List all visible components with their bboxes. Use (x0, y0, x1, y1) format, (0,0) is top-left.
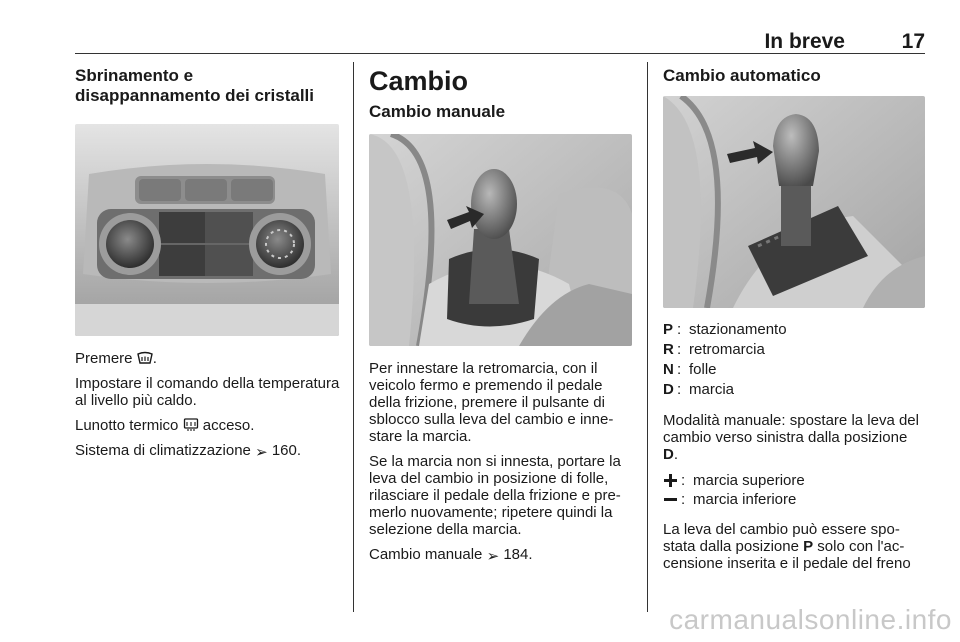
gear-positions-list (663, 320, 925, 400)
watermark: carmanualsonline.info (669, 604, 952, 635)
header-rule (75, 53, 925, 54)
manual-gearbox-figure (369, 134, 632, 346)
gearbox-title: Cambio (369, 66, 469, 96)
list-item: : marcia superiore (663, 471, 925, 490)
reverse-gear-instruction: Per innestare la retromarcia, con il veicolo fermo e premendo il pedale della frizione, premere il pulsante di sblocco sulla leva del cambio e innestare la marcia. (369, 360, 614, 445)
column-defrost (75, 66, 340, 469)
column-automatic-gearbox (663, 66, 925, 580)
manual-mode-text: Modalità manuale: spostare la leva del cambio verso sinistra dalla posizione D. (663, 412, 919, 463)
page-reference-arrow-icon: ➢ (486, 548, 500, 565)
reference-link[interactable]: 184. (503, 546, 533, 563)
reference-link[interactable]: 160. (271, 442, 302, 459)
page-number: 17 (901, 30, 925, 53)
manual-gearbox-reference: Cambio manuale ➢ 184. (369, 546, 533, 565)
minus-icon (663, 492, 679, 507)
page-reference-arrow-icon: ➢ (255, 444, 268, 461)
rear-window-text: Lunotto termico acceso. (75, 417, 255, 434)
manual-gearbox-subtitle: Cambio manuale (369, 102, 506, 121)
list-item: : marcia inferiore (663, 490, 925, 509)
climate-control-figure (75, 124, 339, 336)
section-title: In breve (764, 30, 845, 53)
list-item: N : folle (663, 361, 717, 378)
climate-reference: Sistema di climatizzazione ➢ 160. (75, 442, 302, 461)
defrost-heading: Sbrinamento e disappannamento dei cristalli (75, 66, 315, 105)
page-header (75, 30, 925, 52)
climate-panel-illustration (75, 124, 339, 336)
manual-mode-list (663, 471, 925, 509)
list-item: D : marcia (663, 381, 735, 398)
column-divider-1 (353, 62, 354, 612)
temperature-instruction: Impostare il comando della temperatura al livello più caldo. (75, 375, 340, 409)
list-item: R : retromarcia (663, 341, 765, 358)
automatic-selector-lever-illustration (663, 96, 925, 308)
column-manual-gearbox (369, 66, 633, 573)
plus-icon (663, 473, 679, 488)
automatic-gearbox-figure (663, 96, 925, 308)
column-divider-2 (647, 62, 648, 612)
automatic-gearbox-heading: Cambio automatico (663, 66, 821, 85)
press-instruction: Premere . (75, 350, 157, 367)
gear-not-engaged-instruction: Se la marcia non si innesta, portare la leva del cambio in posizione di folle, rilasciare il pedale della frizione e premerlo nuovamente; ripetere quindi la selezione della marcia. (369, 453, 621, 538)
manual-gear-lever-illustration (369, 134, 632, 346)
lever-release-text: La leva del cambio può essere spostata dalla posizione P solo con l'accensione inserita e il pedale del freno (663, 521, 911, 572)
windscreen-defrost-icon (137, 350, 153, 365)
rear-window-heating-icon (183, 417, 199, 432)
list-item: P : stazionamento (663, 321, 787, 338)
